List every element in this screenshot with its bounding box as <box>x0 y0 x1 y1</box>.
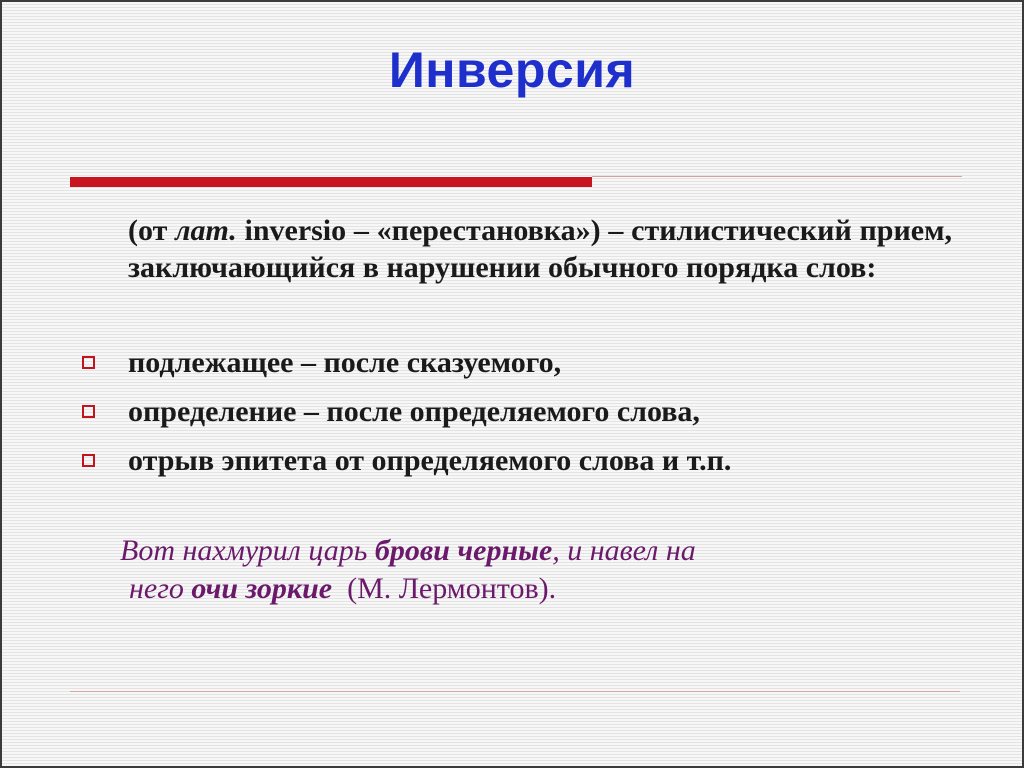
example-quote <box>120 532 920 608</box>
quote-author: (М. Лермонтов). <box>347 572 557 605</box>
quote-text: Вот нахмурил царь <box>120 534 375 567</box>
title-underline-thick <box>70 177 592 187</box>
square-bullet-icon <box>82 454 95 467</box>
quote-emphasis: брови черные <box>374 534 553 567</box>
quote-emphasis: очи зоркие <box>191 572 333 605</box>
quote-text: , и навел на <box>552 534 696 567</box>
square-bullet-icon <box>82 405 95 418</box>
title-underline-thin <box>592 176 962 177</box>
footer-divider <box>70 691 960 692</box>
bullet-text: отрыв эпитета от определяемого слова и т.п. <box>128 444 732 477</box>
square-bullet-icon <box>82 356 95 369</box>
definition-paragraph <box>128 212 952 286</box>
bullet-text: определение – после определяемого слова, <box>128 395 700 428</box>
slide-title: Инверсия <box>388 42 636 98</box>
definition-lang-abbrev: лат. <box>175 214 237 247</box>
definition-rest: inversio – «перестановка») – стилистический прием, заключающийся в нарушении обычного порядка слов: <box>128 214 952 284</box>
definition-open: (от <box>128 214 176 247</box>
quote-line-2 <box>120 570 920 608</box>
quote-text: него <box>129 572 192 605</box>
quote-spacer <box>332 572 347 605</box>
bullet-text: подлежащее – после сказуемого, <box>128 346 562 379</box>
